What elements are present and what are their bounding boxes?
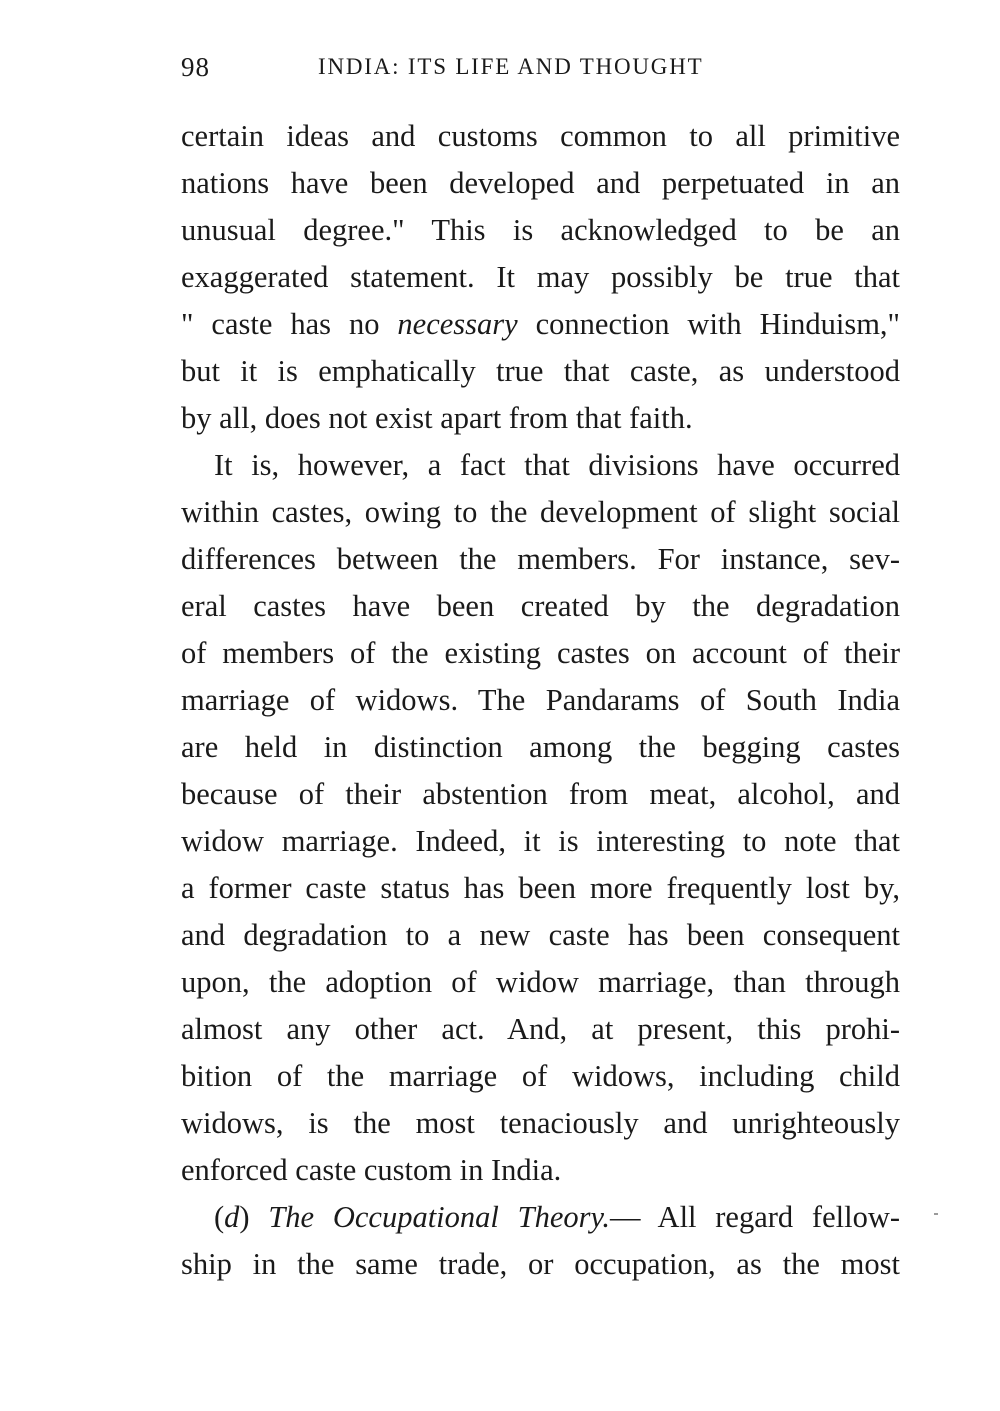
- paragraph-3: [181, 1194, 900, 1288]
- text-line: marriage of widows. The Pandarams of South India: [181, 683, 900, 717]
- text-line: widows, is the most tenaciously and unrighteously: [181, 1106, 900, 1140]
- text-line: enforced caste custom in India.: [181, 1153, 562, 1187]
- text-line: It is, however, a fact that divisions have occurred: [214, 448, 900, 482]
- text-line: differences between the members. For instance, sev-: [181, 542, 900, 576]
- page-number: 98: [181, 52, 210, 82]
- text-line: of members of the existing castes on account of their: [181, 636, 900, 670]
- scan-speck: [934, 1213, 938, 1215]
- text-line: almost any other act. And, at present, this prohi-: [181, 1012, 900, 1046]
- italic-emphasis: necessary: [397, 307, 518, 341]
- text-line: a former caste status has been more frequently lost by,: [181, 871, 900, 905]
- body-text: [181, 113, 900, 1288]
- text-line: nations have been developed and perpetuated in an: [181, 166, 900, 200]
- text-line: [181, 1194, 900, 1241]
- text-run: (: [214, 1200, 225, 1234]
- text-line: widow marriage. Indeed, it is interesting to note that: [181, 824, 900, 858]
- text-line: eral castes have been created by the degradation: [181, 589, 900, 623]
- section-heading: The Occupational Theory.: [268, 1200, 610, 1234]
- text-line: because of their abstention from meat, alcohol, and: [181, 777, 900, 811]
- text-line: and degradation to a new caste has been consequent: [181, 918, 900, 952]
- text-line: exaggerated statement. It may possibly be true that: [181, 260, 900, 294]
- running-head: [181, 52, 900, 92]
- running-title: INDIA: ITS LIFE AND THOUGHT: [318, 54, 704, 79]
- text-line: unusual degree." This is acknowledged to be an: [181, 213, 900, 247]
- text-line: ship in the same trade, or occupation, as the most: [181, 1247, 900, 1281]
- text-line: by all, does not exist apart from that faith.: [181, 401, 693, 435]
- text-run: connection with Hinduism,": [517, 307, 900, 341]
- text-line: [181, 301, 900, 348]
- section-letter: d: [224, 1200, 240, 1234]
- text-line: certain ideas and customs common to all primitive: [181, 119, 900, 153]
- text-line: upon, the adoption of widow marriage, than through: [181, 965, 900, 999]
- text-line: but it is emphatically true that caste, as understood: [181, 354, 900, 388]
- text-line: bition of the marriage of widows, including child: [181, 1059, 900, 1093]
- text-run: ): [239, 1200, 269, 1234]
- text-run: — All regard fellow-: [609, 1200, 900, 1234]
- text-run: " caste has no: [181, 307, 398, 341]
- text-line: within castes, owing to the development of slight social: [181, 495, 900, 529]
- text-line: are held in distinction among the begging castes: [181, 730, 900, 764]
- paragraph-1: [181, 113, 900, 442]
- paragraph-2: [181, 442, 900, 1194]
